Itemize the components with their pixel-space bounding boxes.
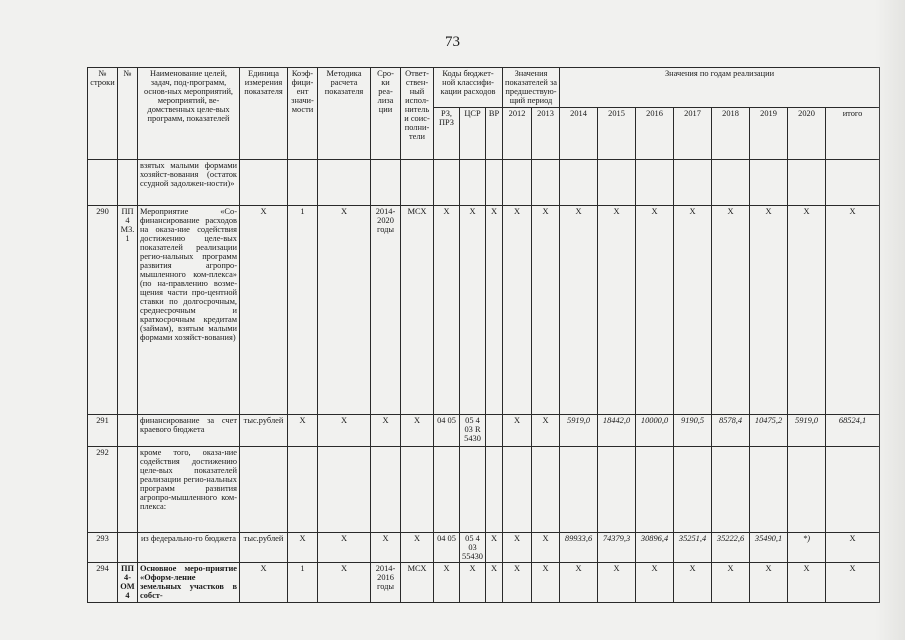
page-number: 73: [445, 34, 460, 50]
header-no: №: [118, 68, 138, 160]
table-row: 290 ПП4 М3.1 Мероприятие «Со-финансирование расходов на оказа-ние содействия достижению целе-вых показателей реализации регио-нальных программ развития агропро-мышленного ком-плекса» (по на-правлению возме-щения части про-центной ставки по долгосрочным, среднесрочным и краткосрочным кредитам (займам), взятым малыми формами хозяйст-вования) Х 1 Х 2014-2020 годы МСХ Х Х Х Х Х Х Х Х Х Х Х Х Х: [88, 206, 880, 415]
header-year-2020: 2020: [788, 108, 826, 160]
header-row-no: № строки: [88, 68, 118, 160]
table-row: [88, 447, 880, 533]
row-code: ПП4 М3.1: [118, 206, 138, 415]
header-terms: Сро-ки реа-лиза ции: [371, 68, 401, 160]
row-number: 290: [88, 206, 118, 415]
row-number: 291: [88, 415, 118, 447]
header-row-1: [88, 68, 880, 108]
header-vr: ВР: [486, 108, 503, 160]
row-name: кроме того, оказа-ние содействия достижению целе-вых показателей реализации регио-нальных программ развития агропро-мышленного ком-плекса:: [138, 447, 240, 533]
header-year-2014: 2014: [560, 108, 598, 160]
header-csr: ЦСР: [460, 108, 486, 160]
row-name: взятых малыми формами хозяйст-вования (остаток ссудной задолжен-ности)»: [138, 160, 240, 206]
header-year-2013: 2013: [532, 108, 560, 160]
table-row: [88, 160, 880, 206]
header-unit: Единица измерения показателя: [240, 68, 288, 160]
header-name: Наименование целей, задач, под-программ, основ-ных мероприятий, мероприятий, ве-домственных целе-вых программ, показателей: [138, 68, 240, 160]
header-year-2017: 2017: [674, 108, 712, 160]
header-total: итого: [826, 108, 880, 160]
table-row: 294 ПП4-ОМ4 Основное меро-приятие «Оформ-ление земельных участков в собст- Х 1 Х 2014-2016 годы МСХ Х Х Х Х Х Х Х Х Х Х Х Х Х: [88, 562, 880, 602]
header-prev-values: Значения показателей за предшествую-щий период: [503, 68, 560, 108]
header-budget-codes: Коды бюджет-ной классифи-кации расходов: [434, 68, 503, 108]
header-year-2019: 2019: [750, 108, 788, 160]
row-name: Мероприятие «Со-финансирование расходов на оказа-ние содействия достижению целе-вых показателей реализации регио-нальных программ развития агропро-мышленного ком-плекса» (по на-правлению возме-щения части про-центной ставки по долгосрочным, среднесрочным и краткосрочным кредитам (займам), взятым малыми формами хозяйст-вования): [138, 206, 240, 415]
row-name: Основное меро-приятие «Оформ-ление земельных участков в собст-: [138, 562, 240, 602]
header-year-2015: 2015: [598, 108, 636, 160]
row-number: 294: [88, 562, 118, 602]
row-name: из федерально-го бюджета: [138, 533, 240, 563]
row-number: 292: [88, 447, 118, 533]
table-row: 291 финансирование за счет краевого бюджета тыс.рублей Х Х Х Х 04 05 05 4 03 R 5430 Х Х 5919,0 18442,0 10000,0 9190,5 8578,4 10475,2 5919,0 68524,1: [88, 415, 880, 447]
header-coef: Коэф-фици-ент значи-мости: [288, 68, 318, 160]
row-number: 293: [88, 533, 118, 563]
header-year-2016: 2016: [636, 108, 674, 160]
header-year-2012: 2012: [503, 108, 532, 160]
scan-edge-shadow: [875, 0, 905, 640]
header-executor: Ответ-ствен-ный испол-нитель и соис-полни-тели: [401, 68, 434, 160]
header-years-values: Значения по годам реализации: [560, 68, 880, 108]
row-code: ПП4-ОМ4: [118, 562, 138, 602]
table-row: 293 из федерально-го бюджета тыс.рублей Х Х Х Х 04 05 05 4 03 55430 Х Х Х 89933,6 74379,3 30896,4 35251,4 35222,6 35490,1 *) Х: [88, 533, 880, 563]
indicators-table: [87, 67, 880, 603]
row-name: финансирование за счет краевого бюджета: [138, 415, 240, 447]
header-rz: РЗ, ПРЗ: [434, 108, 460, 160]
header-year-2018: 2018: [712, 108, 750, 160]
header-method: Методика расчета показателя: [318, 68, 371, 160]
